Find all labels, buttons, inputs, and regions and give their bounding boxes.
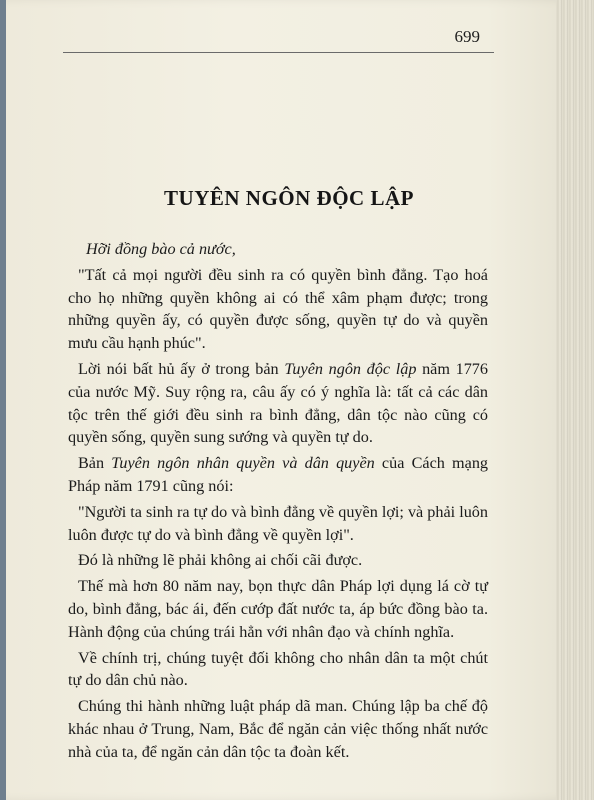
paragraph: Lời nói bất hủ ấy ở trong bản Tuyên ngôn độc lập năm 1776 của nước Mỹ. Suy rộng ra, câu ấy có ý nghĩa là: tất cả các dân tộc trên thế giới đều sinh ra bình đẳng, dân tộc nào cũng có quyền sống, quyền sung sướng và quyền tự do. (68, 359, 488, 447)
paragraph: Chúng thi hành những luật pháp dã man. Chúng lập ba chế độ khác nhau ở Trung, Nam, Bắc để ngăn cản việc thống nhất nước nhà của ta, để ngăn cản dân tộc ta đoàn kết. (68, 697, 488, 761)
chapter-title: TUYÊN NGÔN ĐỘC LẬP (164, 186, 414, 210)
body-text (68, 238, 488, 767)
page-edges (556, 0, 594, 800)
paragraph: Về chính trị, chúng tuyệt đối không cho nhân dân ta một chút tự do dân chủ nào. (68, 648, 488, 690)
paragraph: "Tất cả mọi người đều sinh ra có quyền bình đẳng. Tạo hoá cho họ những quyền không ai có thể xâm phạm được; trong những quyền ấy, có quyền được sống, quyền tự do và quyền mưu cầu hạnh phúc". (68, 265, 488, 353)
paragraph: Bản Tuyên ngôn nhân quyền và dân quyền của Cách mạng Pháp năm 1791 cũng nói: (68, 454, 489, 495)
paragraph: "Người ta sinh ra tự do và bình đẳng về quyền lợi; và phải luôn luôn được tự do và bình đẳng về quyền lợi". (68, 502, 488, 544)
paragraph: Đó là những lẽ phải không ai chối cãi được. (78, 551, 363, 570)
greeting-line: Hỡi đồng bào cả nước, (86, 240, 236, 258)
header-rule (63, 52, 494, 53)
paragraph: Thế mà hơn 80 năm nay, bọn thực dân Pháp lợi dụng lá cờ tự do, bình đẳng, bác ái, đến cướp đất nước ta, áp bức đồng bào ta. Hành động của chúng trái hẳn với nhân đạo và chính nghĩa. (68, 577, 488, 641)
page-number: 699 (454, 27, 480, 46)
book-page (6, 0, 572, 800)
bleed-through-text (306, 70, 311, 88)
